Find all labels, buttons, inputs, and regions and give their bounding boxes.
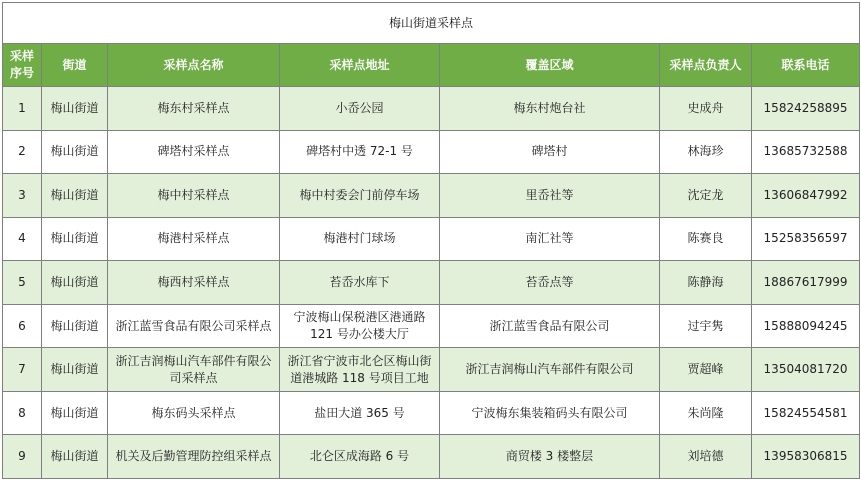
cell-coverage: 里岙社等 bbox=[440, 174, 660, 218]
cell-contact-person: 朱尚隆 bbox=[660, 391, 752, 435]
cell-point-name: 浙江蓝雪食品有限公司采样点 bbox=[108, 304, 280, 348]
cell-street: 梅山街道 bbox=[42, 261, 108, 305]
cell-coverage: 浙江吉润梅山汽车部件有限公司 bbox=[440, 348, 660, 392]
table-row bbox=[3, 130, 860, 174]
cell-point-name: 浙江吉润梅山汽车部件有限公司采样点 bbox=[108, 348, 280, 392]
cell-point-name: 梅港村采样点 bbox=[108, 217, 280, 261]
table-row bbox=[3, 261, 860, 305]
cell-point-name: 梅西村采样点 bbox=[108, 261, 280, 305]
table-row bbox=[3, 391, 860, 435]
cell-phone: 18867617999 bbox=[752, 261, 860, 305]
cell-address: 宁波梅山保税港区港通路 121 号办公楼大厅 bbox=[280, 304, 440, 348]
header-address: 采样点地址 bbox=[280, 44, 440, 87]
header-index: 采样序号 bbox=[3, 44, 42, 87]
cell-address: 苔岙水库下 bbox=[280, 261, 440, 305]
cell-contact-person: 沈定龙 bbox=[660, 174, 752, 218]
cell-index: 5 bbox=[3, 261, 42, 305]
cell-street: 梅山街道 bbox=[42, 174, 108, 218]
cell-address: 小岙公园 bbox=[280, 87, 440, 131]
title-row bbox=[3, 3, 860, 44]
header-contact-person: 采样点负责人 bbox=[660, 44, 752, 87]
cell-contact-person: 过宇隽 bbox=[660, 304, 752, 348]
cell-address: 北仑区成海路 6 号 bbox=[280, 435, 440, 479]
table-title: 梅山街道采样点 bbox=[3, 3, 860, 44]
cell-contact-person: 林海珍 bbox=[660, 130, 752, 174]
table-body bbox=[3, 87, 860, 479]
cell-street: 梅山街道 bbox=[42, 304, 108, 348]
cell-street: 梅山街道 bbox=[42, 130, 108, 174]
cell-street: 梅山街道 bbox=[42, 217, 108, 261]
cell-phone: 13958306815 bbox=[752, 435, 860, 479]
header-street: 街道 bbox=[42, 44, 108, 87]
header-point-name: 采样点名称 bbox=[108, 44, 280, 87]
cell-point-name: 梅东村采样点 bbox=[108, 87, 280, 131]
cell-coverage: 宁波梅东集装箱码头有限公司 bbox=[440, 391, 660, 435]
cell-coverage: 南汇社等 bbox=[440, 217, 660, 261]
cell-coverage: 苔岙点等 bbox=[440, 261, 660, 305]
cell-index: 2 bbox=[3, 130, 42, 174]
cell-street: 梅山街道 bbox=[42, 87, 108, 131]
table-row bbox=[3, 87, 860, 131]
cell-index: 3 bbox=[3, 174, 42, 218]
table-row bbox=[3, 435, 860, 479]
cell-index: 6 bbox=[3, 304, 42, 348]
header-row bbox=[3, 44, 860, 87]
table-row bbox=[3, 174, 860, 218]
cell-phone: 15888094245 bbox=[752, 304, 860, 348]
cell-phone: 15824554581 bbox=[752, 391, 860, 435]
cell-address: 碑塔村中透 72-1 号 bbox=[280, 130, 440, 174]
cell-address: 梅中村委会门前停车场 bbox=[280, 174, 440, 218]
cell-contact-person: 贾超峰 bbox=[660, 348, 752, 392]
cell-point-name: 机关及后勤管理防控组采样点 bbox=[108, 435, 280, 479]
cell-point-name: 碑塔村采样点 bbox=[108, 130, 280, 174]
cell-index: 7 bbox=[3, 348, 42, 392]
header-coverage: 覆盖区域 bbox=[440, 44, 660, 87]
cell-address: 梅港村门球场 bbox=[280, 217, 440, 261]
cell-phone: 13504081720 bbox=[752, 348, 860, 392]
cell-point-name: 梅东码头采样点 bbox=[108, 391, 280, 435]
cell-index: 9 bbox=[3, 435, 42, 479]
cell-index: 1 bbox=[3, 87, 42, 131]
cell-contact-person: 史成舟 bbox=[660, 87, 752, 131]
cell-coverage: 浙江蓝雪食品有限公司 bbox=[440, 304, 660, 348]
cell-coverage: 碑塔村 bbox=[440, 130, 660, 174]
table-row bbox=[3, 217, 860, 261]
cell-contact-person: 刘培德 bbox=[660, 435, 752, 479]
header-phone: 联系电话 bbox=[752, 44, 860, 87]
cell-contact-person: 陈赛良 bbox=[660, 217, 752, 261]
cell-phone: 15258356597 bbox=[752, 217, 860, 261]
cell-phone: 15824258895 bbox=[752, 87, 860, 131]
cell-address: 盐田大道 365 号 bbox=[280, 391, 440, 435]
table-row bbox=[3, 348, 860, 392]
cell-address: 浙江省宁波市北仑区梅山街道港城路 118 号项目工地 bbox=[280, 348, 440, 392]
cell-coverage: 商贸楼 3 楼整层 bbox=[440, 435, 660, 479]
sampling-points-table bbox=[2, 2, 860, 479]
table-row bbox=[3, 304, 860, 348]
cell-phone: 13685732588 bbox=[752, 130, 860, 174]
cell-contact-person: 陈静海 bbox=[660, 261, 752, 305]
cell-street: 梅山街道 bbox=[42, 435, 108, 479]
cell-index: 8 bbox=[3, 391, 42, 435]
cell-street: 梅山街道 bbox=[42, 391, 108, 435]
cell-index: 4 bbox=[3, 217, 42, 261]
cell-coverage: 梅东村炮台社 bbox=[440, 87, 660, 131]
cell-phone: 13606847992 bbox=[752, 174, 860, 218]
cell-point-name: 梅中村采样点 bbox=[108, 174, 280, 218]
cell-street: 梅山街道 bbox=[42, 348, 108, 392]
